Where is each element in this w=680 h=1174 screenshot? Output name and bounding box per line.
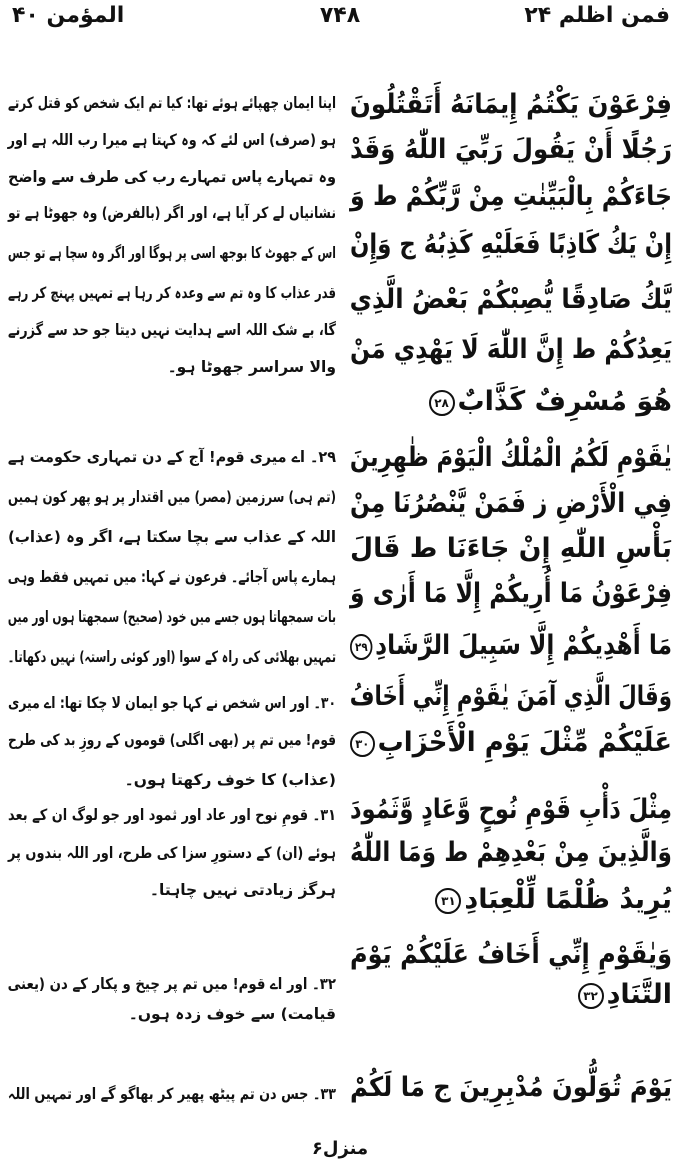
verse-text: التَّنَادِ	[606, 979, 672, 1010]
verse-text: بَأْسِ اللّٰهِ إِنْ جَاءَنَا ط قَالَ	[350, 533, 672, 564]
page-number: ۷۴۸	[319, 3, 361, 28]
verse-text: رَجُلًا أَنْ يَقُولَ رَبِّيَ اللّٰهُ وَقَدْ	[350, 134, 672, 165]
verse-text: يٰقَوْمِ لَكُمُ الْمُلْكُ الْيَوْمَ ظٰهِرِينَ	[349, 442, 672, 473]
translation-line: اپنا ایمان چھپائے ہوئے تھا: کیا تم ایک شخص کو قتل کرتے	[8, 94, 336, 112]
translation-line: اس کے جھوٹ کا بوجھ اسی پر ہوگا اور اگر وہ سچا ہے تو جس	[7, 244, 336, 262]
translation-line: اللہ کے عذاب سے بچا سکتا ہے، اگر وہ (عذاب)	[8, 528, 336, 546]
translation-line: ہمارے پاس آجائے۔ فرعون نے کہا: میں تمہیں فقط وہی	[7, 568, 336, 586]
translation-line: (تم ہی) سرزمین (مصر) میں اقتدار پر ہو پھر کون ہمیں	[8, 488, 336, 506]
verse-text: يَوْمَ تُوَلُّونَ مُدْبِرِينَ ج مَا لَكُمْ	[349, 1072, 672, 1103]
verse-text: وَالَّذِينَ مِنْ بَعْدِهِمْ ط وَمَا اللّٰهُ	[350, 837, 672, 868]
verse-text: وَقَالَ الَّذِي آمَنَ يٰقَوْمِ إِنِّي أَخَافُ	[349, 681, 672, 712]
translation-line: نشانیاں لے کر آیا ہے، اور اگر (بالفرض) وہ جھوٹا ہے تو	[8, 204, 336, 222]
verse-text: مِثْلَ دَأْبِ قَوْمِ نُوحٍ وَّعَادٍ وَّثَمُودَ	[349, 794, 672, 825]
arabic-verse-line	[350, 175, 672, 219]
verse-text: يُرِيدُ ظُلْمًا لِّلْعِبَادِ	[464, 884, 672, 915]
arabic-verse-line	[350, 278, 672, 322]
running-head-juz: فمن اظلم ۲۴	[524, 3, 670, 28]
arabic-verse-line	[350, 128, 672, 172]
translation-line: ۲۹۔ اے میری قوم! آج کے دن تمہاری حکومت ہے	[7, 448, 336, 466]
ayah-number-marker-icon: ۲۹	[350, 634, 372, 660]
manzil-footer: منزل۶	[311, 1138, 369, 1159]
verse-text: هُوَ مُسْرِفٌ كَذَّابٌ	[457, 386, 672, 417]
verse-text: يَّكُ صَادِقًا يُّصِبْكُمْ بَعْضُ الَّذِي	[349, 284, 672, 315]
translation-line: قیامت) سے خوف زدہ ہوں۔	[128, 1005, 336, 1023]
translation-line: والا سراسر جھوٹا ہو۔	[167, 358, 336, 376]
arabic-verse-line	[350, 223, 672, 267]
arabic-verse-line	[350, 328, 672, 372]
arabic-verse-line	[350, 624, 672, 668]
arabic-verse-line	[350, 878, 672, 922]
verse-text: فِي الْأَرْضِ ز فَمَنْ يَّنْصُرُنَا مِنْ	[350, 488, 672, 519]
translation-line: ہوئے (ان) کے دستورِ سزا کی طرح، اور اللہ بندوں پر	[8, 844, 336, 862]
running-head-surah: المؤمن ۴۰	[12, 3, 125, 28]
arabic-verse-line	[350, 721, 672, 765]
ayah-number-marker-icon: ۳۰	[350, 731, 375, 757]
arabic-verse-line	[350, 527, 672, 571]
arabic-verse-line	[350, 788, 672, 832]
ayah-number-marker-icon: ۲۸	[429, 390, 455, 416]
arabic-verse-line	[350, 1066, 672, 1110]
translation-line: بات سمجھاتا ہوں جسے میں خود (صحیح) سمجھتا ہوں اور میں	[7, 608, 337, 626]
translation-line: قدر عذاب کا وہ تم سے وعدہ کر رہا ہے تمہیں پہنچ کر رہے	[7, 284, 336, 302]
translation-line: ۳۰۔ اور اس شخص نے کہا جو ایمان لا چکا تھا: اے میری	[8, 694, 336, 712]
translation-line: گا، بے شک اللہ اسے ہدایت نہیں دیتا جو حد سے گزرنے	[8, 321, 336, 339]
translation-line: وہ تمہارے پاس تمہارے رب کی طرف سے واضح	[7, 168, 337, 186]
translation-line: ۳۱۔ قومِ نوح اور عاد اور ثمود اور جو لوگ ان کے بعد	[7, 806, 336, 824]
arabic-verse-line	[350, 482, 672, 526]
ayah-number-marker-icon: ۳۲	[578, 983, 604, 1009]
arabic-verse-line	[350, 436, 672, 480]
translation-line: ہرگز زیادتی نہیں چاہتا۔	[149, 881, 336, 899]
translation-line: ہو (صرف) اس لئے کہ وہ کہتا ہے میرا رب اللہ ہے اور	[7, 131, 336, 149]
verse-text: فِرْعَوْنَ يَكْتُمُ إِيمَانَهُ أَتَقْتُلُونَ	[349, 89, 672, 120]
arabic-verse-line	[350, 933, 672, 977]
verse-text: عَلَيْكُمْ مِّثْلَ يَوْمِ الْأَحْزَابِ	[377, 727, 672, 758]
verse-text: فِرْعَوْنُ مَا أُرِيكُمْ إِلَّا مَا أَرٰى وَ	[350, 578, 672, 609]
verse-text: مَا أَهْدِيكُمْ إِلَّا سَبِيلَ الرَّشَادِ	[375, 630, 672, 661]
verse-text: وَيٰقَوْمِ إِنِّي أَخَافُ عَلَيْكُمْ يَوْمَ	[350, 939, 672, 970]
arabic-verse-line	[350, 675, 672, 719]
arabic-verse-line	[350, 380, 672, 424]
arabic-verse-line	[350, 83, 672, 127]
verse-text: إِنْ يَكُ كَاذِبًا فَعَلَيْهِ كَذِبُهُ ج وَإِنْ	[350, 229, 672, 260]
verse-text: جَاءَكُمْ بِالْبَيِّنٰتِ مِنْ رَّبِّكُمْ ط وَ	[350, 181, 672, 212]
translation-line: ۳۳۔ جس دن تم پیٹھ پھیر کر بھاگو گے اور تمہیں اللہ	[7, 1085, 336, 1103]
translation-line: تمہیں بھلائی کی راہ کے سوا (اور کوئی راستہ) نہیں دکھاتا۔	[7, 648, 337, 666]
verse-text: يَعِدُكُمْ ط إِنَّ اللّٰهَ لَا يَهْدِي مَنْ	[350, 334, 672, 365]
arabic-verse-line	[350, 973, 672, 1017]
ayah-number-marker-icon: ۳۱	[435, 888, 461, 914]
arabic-verse-line	[350, 572, 672, 616]
translation-line: (عذاب) کا خوف رکھتا ہوں۔	[124, 771, 336, 789]
translation-line: ۳۲۔ اور اے قوم! میں تم پر چیخ و پکار کے دن (یعنی	[7, 975, 336, 993]
arabic-verse-line	[350, 831, 672, 875]
translation-line: قوم! میں تم پر (بھی اگلی) قوموں کے روزِ بد کی طرح	[7, 731, 336, 749]
